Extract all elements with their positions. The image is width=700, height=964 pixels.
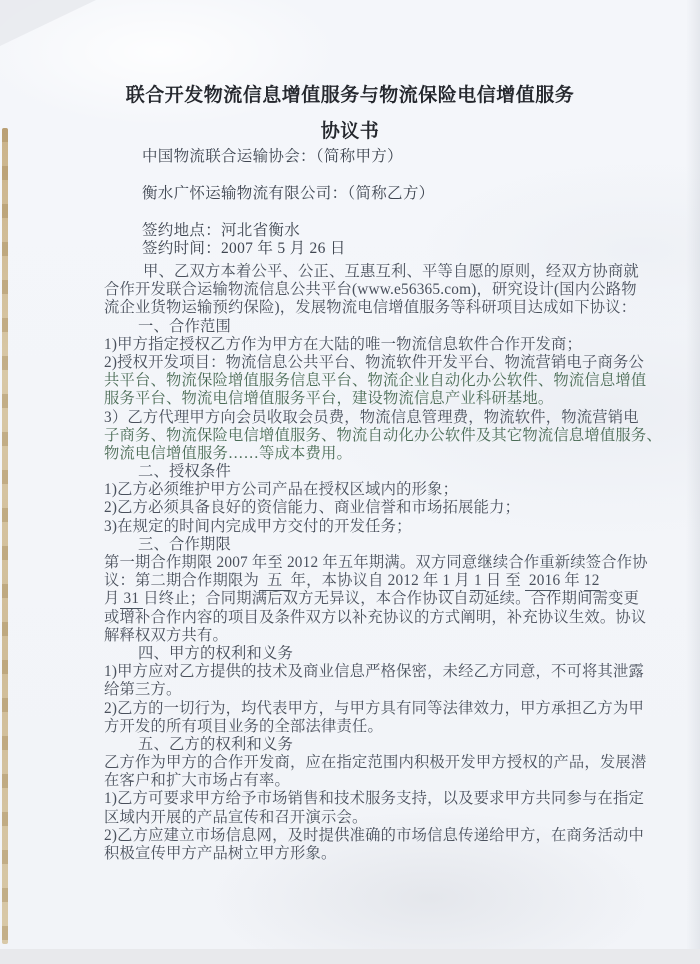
party-b-line: 衡水广怀运输物流有限公司：（简称乙方） xyxy=(142,185,435,202)
signing-place-line: 签约地点：河北省衡水 xyxy=(142,222,301,239)
body-line: 3)在规定的时间内完成甲方交付的开发任务； xyxy=(104,517,412,535)
scan-corner-shadow xyxy=(0,0,96,46)
body-line: 流企业货物运输预约保险)，发展物流电信增值服务等科研项目达成如下协议： xyxy=(104,299,637,317)
body-line: 3）乙方代理甲方向会员收取会员费，物流信息管理费，物流软件，物流营销电 xyxy=(104,408,639,426)
filled-blank: 31 xyxy=(119,590,144,608)
body-line: 或增补合作内容的项目及条件双方以补充协议的方式阐明，补充协议生效。协议 xyxy=(104,608,647,626)
body-line: 一、合作范围 xyxy=(138,317,231,335)
body-line: 物流电信增值服务……等成本费用。 xyxy=(104,444,352,462)
body-line: 2)乙方应建立市场信息网，及时提供准确的市场信息传递给甲方，在商务活动中 xyxy=(104,826,645,844)
body-line: 2)授权开发项目：物流信息公共平台、物流软件开发平台、物流营销电子商务公 xyxy=(104,353,645,371)
body-line: 区域内开展的产品宣传和召开演示会。 xyxy=(104,808,368,826)
filled-blank: 1 xyxy=(438,572,455,590)
body-line xyxy=(104,572,664,590)
line-text: 日 至 xyxy=(485,572,525,590)
body-line: 方开发的所有项目业务的全部法律责任。 xyxy=(104,717,383,735)
body-line: 三、合作期限 xyxy=(138,535,231,553)
body-line: 1)乙方必须维护甲方公司产品在授权区域内的形象； xyxy=(104,481,459,499)
filled-blank: 2016 xyxy=(524,572,561,590)
body-line: 服务平台、物流电信增值服务平台，建设物流信息产业科研基地。 xyxy=(104,390,554,408)
body-line: 积极宣传甲方产品树立甲方形象。 xyxy=(104,845,337,862)
scan-bottom-edge xyxy=(0,949,700,964)
document-title-line2: 协议书 xyxy=(320,121,380,142)
body-line: 二、授权条件 xyxy=(138,463,231,481)
line-text: 月 xyxy=(454,572,470,590)
line-text: 议：第二期合作期限为 xyxy=(104,572,259,590)
body-line: 共平台、物流保险增值服务信息平台、物流企业自动化办公软件、物流信息增值 xyxy=(104,372,647,390)
document-title-line1: 联合开发物流信息增值服务与物流保险电信增值服务 xyxy=(125,85,575,106)
paper-edge-strip xyxy=(2,128,8,944)
body-line xyxy=(104,590,664,608)
body-line: 2)乙方必须具备良好的资信能力、商业信誉和市场拓展能力； xyxy=(104,499,521,517)
body-line: 解释权双方共有。 xyxy=(104,626,228,644)
body-line: 乙方作为甲方的合作开发商，应在指定范围内积极开发甲方授权的产品，发展潜 xyxy=(104,754,647,772)
body-line: 甲、乙双方本着公平、公正、互惠互利、平等自愿的原则，经双方协商就 xyxy=(143,263,639,280)
body-line: 2)乙方的一切行为，均代表甲方，与甲方具有同等法律效力，甲方承担乙方为甲 xyxy=(104,699,645,717)
body-line: 五、乙方的权利和义务 xyxy=(138,735,293,753)
line-text: 年 xyxy=(560,572,584,590)
line-text: 年，本协议自 2012 年 xyxy=(290,572,439,590)
body-line: 四、甲方的权利和义务 xyxy=(138,644,293,662)
body-line: 子商务、物流保险电信增值服务、物流自动化办公软件及其它物流信息增值服务、 xyxy=(104,426,662,444)
filled-blank: 1 xyxy=(469,572,486,590)
body-line: 1)乙方可要求甲方给予市场销售和技术服务支持，以及要求甲方共同参与在指定 xyxy=(104,790,645,808)
body-line: 1)甲方指定授权乙方作为甲方在大陆的唯一物流信息软件合作开发商； xyxy=(104,335,583,353)
signing-date-line: 签约时间：2007 年 5 月 26 日 xyxy=(142,240,346,257)
party-a-line: 中国物流联合运输协会：（简称甲方） xyxy=(142,148,403,165)
body-line: 合作开发联合运输物流信息公共平台(www.e56365.com)，研究设计(国内公路物 xyxy=(104,281,637,299)
document-body xyxy=(104,263,664,863)
body-line: 在客户和扩大市场占有率。 xyxy=(104,772,290,790)
body-line: 第一期合作期限 2007 年至 2012 年五年期满。双方同意继续合作重新续签合作协 xyxy=(104,554,648,571)
filled-blank: 12 xyxy=(583,572,600,590)
body-line: 给第三方。 xyxy=(104,681,182,699)
line-text: 月 xyxy=(104,590,120,608)
body-line: 1)甲方应对乙方提供的技术及商业信息严格保密，未经乙方同意，不可将其泄露 xyxy=(104,663,645,681)
filled-blank: 五 xyxy=(258,572,291,590)
scan-right-shadow xyxy=(686,0,700,964)
line-text: 日终止；合同期满后双方无异议，本合作协议自动延续。合作期间需变更 xyxy=(143,590,640,608)
